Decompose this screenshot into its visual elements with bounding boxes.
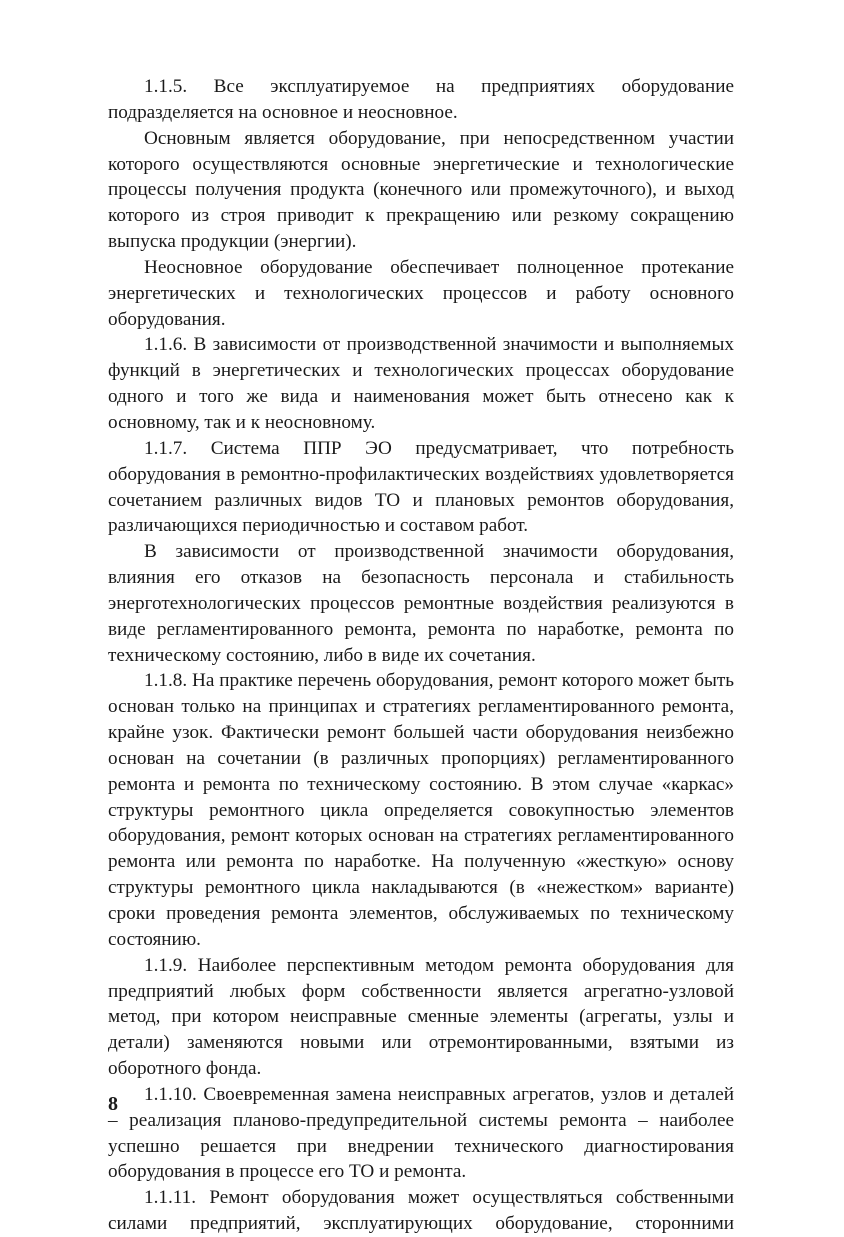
paragraph-repair-types: В зависимости от производственной значимости оборудования, влияния его отказов на безопасность персонала и стабильность энерготехнологических процессов ремонтные воздействия реализуются в виде регламентированного ремонта, ремонта по наработке, ремонта по техническому состоянию, либо в виде их сочетания. (108, 541, 734, 666)
page-number: 8 (108, 1093, 118, 1115)
paragraph-1-1-6: 1.1.6. В зависимости от производственной значимости и выполняемых функций в энергетических и технологических процессах оборудование одного и того же вида и наименования может быть отнесено как к основному, так и к неосновному. (108, 334, 734, 433)
page-body (108, 74, 734, 1237)
paragraph-1-1-7: 1.1.7. Система ППР ЭО предусматривает, что потребность оборудования в ремонтно-профилактических воздействиях удовлетворяется сочетанием различных видов ТО и плановых ремонтов оборудования, различающихся периодичностью и составом работ. (108, 437, 734, 537)
paragraph-1-1-10: 1.1.10. Своевременная замена неисправных агрегатов, узлов и деталей – реализация планово-предупредительной системы ремонта – наиболее успешно решается при внедрении технического диагностирования оборудования в процессе его ТО и ремонта. (108, 1083, 734, 1183)
paragraph-1-1-9: 1.1.9. Наиболее перспективным методом ремонта оборудования для предприятий любых форм собственности является агрегатно-узловой метод, при котором неисправные сменные элементы (агрегаты, узлы и детали) заменяются новыми или отремонтированными, взятыми из оборотного фонда. (108, 954, 734, 1080)
paragraph-1-1-11: 1.1.11. Ремонт оборудования может осуществляться собственными силами предприятий, эксплуатирующих оборудование, сторонними (108, 1187, 734, 1235)
paragraph-1-1-5: 1.1.5. Все эксплуатируемое на предприятиях оборудование подразделяется на основное и неосновное. (108, 76, 734, 123)
paragraph-1-1-8: 1.1.8. На практике перечень оборудования, ремонт которого может быть основан только на принципах и стратегиях регламентированного ремонта, крайне узок. Фактически ремонт большей части оборудования неизбежно основан на сочетании (в различных пропорциях) регламентированного ремонта и ремонта по техническому состоянию. В этом случае «каркас» структуры ремонтного цикла определяется совокупностью элементов оборудования, ремонт которых основан на стратегиях регламентированного ремонта или ремонта по наработке. На полученную «жесткую» основу структуры ремонтного цикла накладываются (в «нежестком» варианте) сроки проведения ремонта элементов, обслуживаемых по техническому состоянию. (108, 670, 734, 950)
paragraph-main-equipment: Основным является оборудование, при непосредственном участии которого осуществляются основные энергетические и технологические процессы получения продукта (конечного или промежуточного), и выход которого из строя приводит к прекращению или резкому сокращению выпуска продукции (энергии). (108, 127, 734, 253)
paragraph-auxiliary-equipment: Неосновное оборудование обеспечивает полноценное протекание энергетических и технологических процессов и работу основного оборудования. (108, 256, 734, 330)
